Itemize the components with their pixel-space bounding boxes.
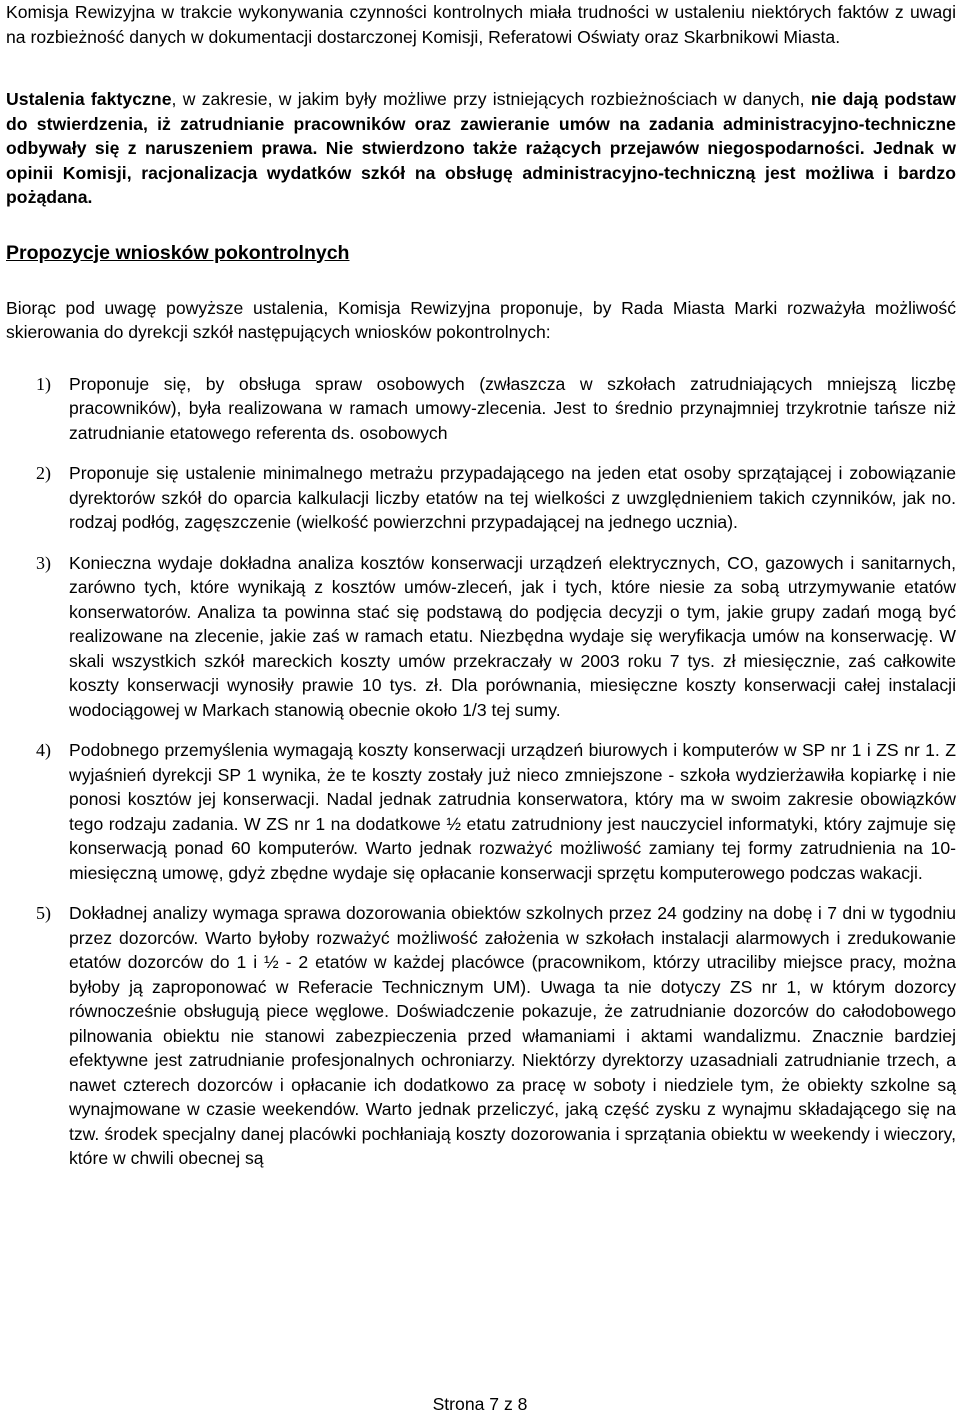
proposal-item	[6, 551, 956, 723]
findings-conclusion: nie dają podstaw do stwierdzenia, iż zatrudnianie pracowników oraz zawieranie umów na zadania administracyjno-techniczne odbywały się z naruszeniem prawa. Nie stwierdzono także rażących przejawów niegospodarności. Jednak w opinii Komisji, racjonalizacja wydatków szkół na obsługę administracyjno-techniczną jest możliwa i bardzo pożądana.	[6, 89, 956, 207]
proposal-number: 2)	[36, 463, 51, 483]
proposal-text: Dokładnej analizy wymaga sprawa dozorowania obiektów szkolnych przez 24 godziny na dobę i 7 dni w tygodniu przez dozorców. Warto byłoby rozważyć możliwość założenia w szkołach instalacji alarmowych i zredukowanie etatów dozorców do 1 i ½ - 2 etatów w każdej placówce (pracownikom, którzy utraciliby miejsce pracy, można byłoby ją zaproponować w Referacie Technicznym UM). Uwaga ta nie dotyczy ZS nr 1, w którym dozorcy równocześnie obsługują piece węglowe. Doświadczenie pokazuje, że zatrudnianie dozorców do całodobowego pilnowania obiektu nie stanowi zabezpieczenia przed włamaniami i aktami wandalizmu. Znacznie bardziej efektywne jest zatrudnianie profesjonalnych ochroniarzy. Niektórzy dyrektorzy uzasadniali zatrudnianie trzech, a nawet czterech dozorców i opłacanie ich dodatkowo za pracę w soboty i niedziele tym, że obiekty szkolne są wynajmowane w czasie weekendów. Warto jednak przeliczyć, jaką część zysku z wynajmu składającego się na tzw. środek specjalny danej placówki pochłaniają koszty dozorowania i sprzątania obiektu w weekendy i wieczory, które w chwili obecnej są	[69, 903, 956, 1168]
proposal-text: Proponuje się, by obsługa spraw osobowych (zwłaszcza w szkołach zatrudniających mniejszą liczbę pracowników), była realizowana w ramach umowy-zlecenia. Jest to średnio przynajmniej trzykrotnie tańsze niż zatrudnianie etatowego referenta ds. osobowych	[69, 373, 956, 443]
findings-text: , w zakresie, w jakim były możliwe przy istniejących rozbieżnościach w danych,	[171, 89, 811, 109]
page-footer: Strona 7 z 8	[432, 1394, 528, 1414]
findings-paragraph	[6, 87, 956, 210]
intro-paragraph: Komisja Rewizyjna w trakcie wykonywania czynności kontrolnych miała trudności w ustaleniu niektórych faktów z uwagi na rozbieżność danych w dokumentacji dostarczonej Komisji, Referatowi Oświaty oraz Skarbnikowi Miasta.	[6, 2, 956, 47]
proposal-number: 1)	[36, 373, 51, 394]
proposal-number: 4)	[36, 740, 51, 760]
findings-label: Ustalenia faktyczne	[6, 89, 172, 109]
document-page	[6, 0, 956, 1171]
proposal-number: 3)	[36, 552, 51, 573]
proposal-text: Podobnego przemyślenia wymagają koszty konserwacji urządzeń biurowych i komputerów w SP nr 1 i ZS nr 1. Z wyjaśnień dyrekcji SP 1 wynika, że te koszty zostały już nieco zmniejszone - szkoła wydzierżawiła kopiarkę i nie ponosi kosztów jej konserwacji. Nadal jednak zatrudnia konserwatora, który ma w swoim zakresie obowiązków tego rodzaju zadania. W ZS nr 1 na dodatkowe ½ etatu zatrudniony jest nauczyciel informatyki, który zajmuje się konserwacją ponad 60 komputerów. Warto jednak rozważyć możliwość zamiany tej formy zatrudnienia na 10-miesięczną umowę, gdyż zbędne wydaje się opłacanie konserwacji sprzętu komputerowego podczas wakacji.	[69, 740, 956, 883]
proposal-text: Proponuje się ustalenie minimalnego metrażu przypadającego na jeden etat osoby sprzątającej i zobowiązanie dyrektorów szkół do oparcia kalkulacji liczby etatów na tej wielkości z uwzględnieniem takich czynników, jak no. rodzaj podłóg, zagęszczenie (wielkość powierzchni przypadającej na jednego ucznia).	[69, 463, 956, 532]
proposal-item	[6, 738, 956, 885]
lead-paragraph: Biorąc pod uwagę powyższe ustalenia, Komisja Rewizyjna proponuje, by Rada Miasta Marki rozważyła możliwość skierowania do dyrekcji szkół następujących wniosków pokontrolnych:	[6, 297, 956, 342]
proposal-item	[6, 372, 956, 446]
proposal-item	[6, 461, 956, 535]
section-heading: Propozycje wniosków pokontrolnych	[6, 241, 350, 264]
proposal-item	[6, 901, 956, 1171]
proposals-list	[6, 372, 956, 1171]
proposal-number: 5)	[36, 903, 51, 923]
proposal-text: Konieczna wydaje dokładna analiza kosztów konserwacji urządzeń elektrycznych, CO, gazowych i sanitarnych, zarówno tych, które wynikają z kosztów umów-zleceń, jak i tych, które niesie za sobą utrzymywanie etatów konserwatorów. Analiza ta powinna stać się podstawą do podjęcia decyzji o tym, jakie grupy zadań mogą być realizowane na zlecenie, jakie zaś w ramach etatu. Niezbędna wydaje się weryfikacja umów na konserwację. W skali wszystkich szkół mareckich koszty umów przekraczały w 2003 roku 7 tys. zł miesięcznie, zaś całkowite koszty konserwacji wynosiły prawie 10 tys. zł. Dla porównania, miesięczne koszty konserwacji całej instalacji wodociągowej w Markach stanowią obecnie około 1/3 tej sumy.	[69, 552, 956, 720]
